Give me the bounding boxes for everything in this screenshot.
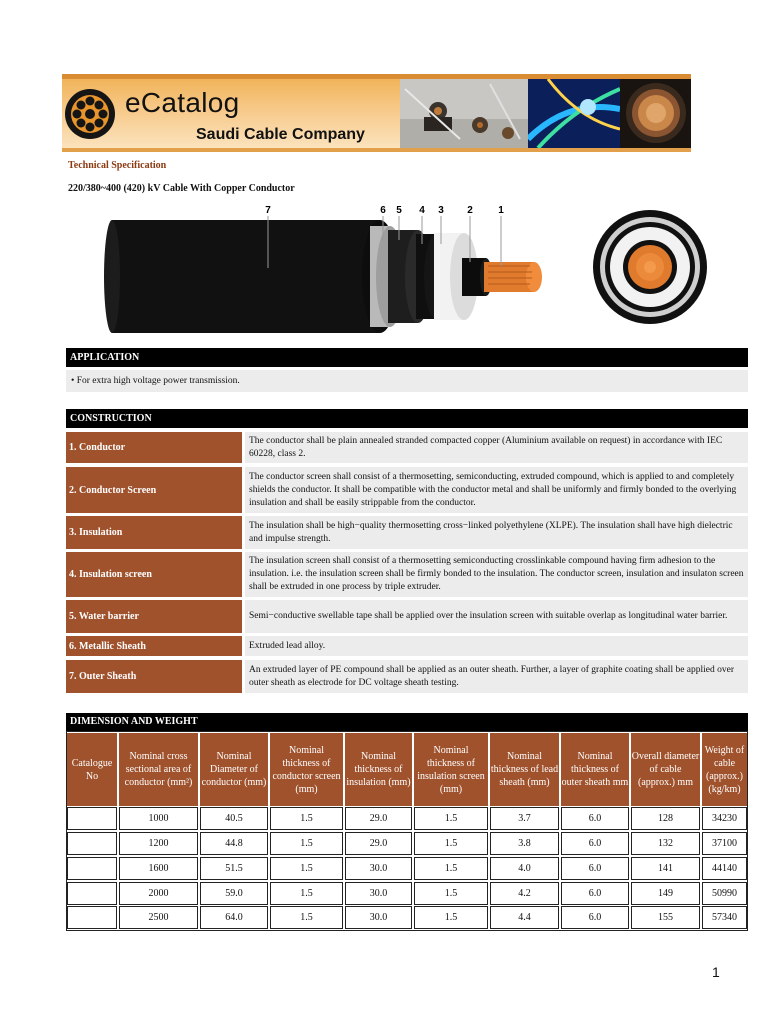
dimension-cell: 1.5 — [270, 857, 343, 880]
dimension-cell — [67, 857, 117, 880]
logo-area — [62, 79, 400, 148]
cable-construction-diagram — [100, 200, 720, 342]
dimension-cell — [67, 906, 117, 929]
dimension-cell: 40.5 — [200, 807, 268, 830]
dimension-cell: 6.0 — [561, 832, 629, 855]
dimension-cell: 29.0 — [345, 832, 412, 855]
construction-desc: The conductor screen shall consist of a thermosetting, semiconducting, extruded compound, which is applied to and completely shields the conductor. It shall be compatible with the conductor metal and shall be uniformly and firmly bonded to the overlying insulation and shall be easily strippable from the conductor. — [245, 467, 748, 513]
dimension-cell: 1.5 — [270, 882, 343, 905]
dimension-cell: 37100 — [702, 832, 747, 855]
dimension-cell: 149 — [631, 882, 700, 905]
dimension-column-header: Nominal thickness of outer sheath mm — [561, 733, 629, 806]
dimension-cell: 50990 — [702, 882, 747, 905]
product-title: 220/380~400 (420) kV Cable With Copper Conductor — [68, 183, 295, 194]
construction-desc: Extruded lead alloy. — [245, 636, 748, 656]
dimension-cell: 3.7 — [490, 807, 559, 830]
dimension-cell: 2500 — [119, 906, 198, 929]
callout-3: 3 — [438, 205, 444, 216]
dimension-cell: 3.8 — [490, 832, 559, 855]
dimension-cell: 1.5 — [414, 906, 488, 929]
dimension-cell: 1.5 — [270, 807, 343, 830]
callout-2: 2 — [467, 205, 473, 216]
dimension-cell: 44140 — [702, 857, 747, 880]
cable-samples-photo — [400, 79, 528, 148]
conductor-crosssection-photo — [620, 79, 691, 148]
dimension-column-header: Catalogue No — [67, 733, 117, 806]
dimension-cell: 128 — [631, 807, 700, 830]
construction-label: 4. Insulation screen — [66, 552, 242, 597]
dimension-cell: 1.5 — [414, 807, 488, 830]
dimension-cell: 1200 — [119, 832, 198, 855]
dimension-cell: 4.4 — [490, 906, 559, 929]
dimension-cell: 59.0 — [200, 882, 268, 905]
dimension-cell: 155 — [631, 906, 700, 929]
dimension-cell: 1.5 — [270, 906, 343, 929]
callout-7: 7 — [265, 205, 271, 216]
callout-6: 6 — [380, 205, 386, 216]
dimension-column-header: Nominal Diameter of conductor (mm) — [200, 733, 268, 806]
application-item: • For extra high voltage power transmission. — [66, 370, 748, 392]
callout-1: 1 — [498, 205, 504, 216]
dimension-cell: 141 — [631, 857, 700, 880]
dimension-column-header: Nominal thickness of lead sheath (mm) — [490, 733, 559, 806]
dimension-cell: 4.2 — [490, 882, 559, 905]
cable-render-photo — [528, 79, 620, 148]
dimension-cell — [67, 807, 117, 830]
construction-label: 6. Metallic Sheath — [66, 636, 242, 656]
dimension-cell: 30.0 — [345, 906, 412, 929]
dimension-cell: 1000 — [119, 807, 198, 830]
dimension-heading: DIMENSION AND WEIGHT — [66, 713, 748, 731]
dimension-cell: 1.5 — [270, 832, 343, 855]
section-label: Technical Specification — [68, 160, 167, 171]
dimension-cell: 6.0 — [561, 906, 629, 929]
dimension-cell: 6.0 — [561, 807, 629, 830]
dimension-cell: 34230 — [702, 807, 747, 830]
dimension-cell: 44.8 — [200, 832, 268, 855]
dimension-column-header: Overall diameter of cable (approx.) mm — [631, 733, 700, 806]
dimension-cell: 64.0 — [200, 906, 268, 929]
callout-5: 5 — [396, 205, 402, 216]
banner-bottom-band — [62, 148, 691, 152]
construction-desc: The insulation shall be high−quality thermosetting cross−linked polyethylene (XLPE). The insulation shall have high dielectric and impulse strength. — [245, 516, 748, 549]
dimension-cell — [67, 882, 117, 905]
construction-desc: Semi−conductive swellable tape shall be applied over the insulation screen with suitable overlap as longitudinal water barrier. — [245, 600, 748, 633]
dimension-cell: 51.5 — [200, 857, 268, 880]
callout-4: 4 — [419, 205, 425, 216]
dimension-column-header: Nominal thickness of insulation screen (mm) — [414, 733, 488, 806]
application-heading: APPLICATION — [66, 348, 748, 367]
dimension-cell: 57340 — [702, 906, 747, 929]
dimension-cell: 6.0 — [561, 882, 629, 905]
dimension-cell: 29.0 — [345, 807, 412, 830]
catalog-banner — [62, 74, 691, 152]
dimension-cell: 30.0 — [345, 857, 412, 880]
construction-desc: The conductor shall be plain annealed stranded compacted copper (Aluminium available on request) in accordance with IEC 60228, class 2. — [245, 432, 748, 463]
dimension-cell: 30.0 — [345, 882, 412, 905]
company-name: Saudi Cable Company — [196, 126, 365, 143]
dimension-cell: 1.5 — [414, 832, 488, 855]
construction-label: 2. Conductor Screen — [66, 467, 242, 513]
dimension-cell: 2000 — [119, 882, 198, 905]
construction-desc: The insulation screen shall consist of a thermosetting semiconducting crosslinkable compound having firm adhesion to the insulation. i.e. the insulation screen shall be firmly bonded to the insulation. The conductor screen, insulation and insulaton screen shall be extruded in one process by triple extruder. — [245, 552, 748, 597]
dimension-cell: 132 — [631, 832, 700, 855]
dimension-cell: 4.0 — [490, 857, 559, 880]
construction-label: 3. Insulation — [66, 516, 242, 549]
construction-label: 7. Outer Sheath — [66, 660, 242, 693]
dimension-cell — [67, 832, 117, 855]
construction-desc: An extruded layer of PE compound shall be applied as an outer sheath. Further, a layer of graphite coating shall be applied over outer sheath as electrode for DC voltage sheath testing. — [245, 660, 748, 693]
dimension-column-header: Nominal thickness of conductor screen (mm) — [270, 733, 343, 806]
cable-logo-icon — [64, 88, 116, 140]
construction-label: 5. Water barrier — [66, 600, 242, 633]
dimension-cell: 6.0 — [561, 857, 629, 880]
dimension-column-header: Nominal cross sectional area of conductor (mm²) — [119, 733, 198, 806]
dimension-column-header: Nominal thickness of insulation (mm) — [345, 733, 412, 806]
dimension-cell: 1.5 — [414, 882, 488, 905]
dimension-cell: 1.5 — [414, 857, 488, 880]
dimension-cell: 1600 — [119, 857, 198, 880]
brand-name: eCatalog — [125, 87, 240, 118]
construction-label: 1. Conductor — [66, 432, 242, 463]
dimension-column-header: Weight of cable (approx.) (kg/km) — [702, 733, 747, 806]
construction-heading: CONSTRUCTION — [66, 409, 748, 428]
page-number: 1 — [712, 964, 720, 980]
